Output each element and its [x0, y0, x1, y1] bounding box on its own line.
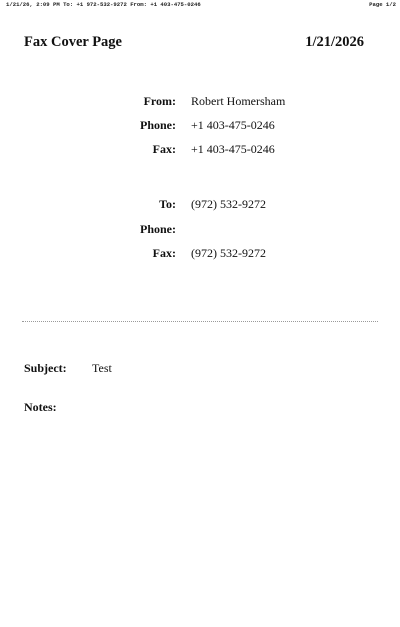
sender-fax-row	[0, 142, 400, 160]
fax-transmission-header	[6, 1, 396, 11]
fax-transmission-info: 1/21/26, 2:09 PM To: +1 972-532-9272 From: +1 403-475-0246	[6, 1, 201, 8]
section-divider	[22, 321, 378, 322]
sender-phone-row	[0, 118, 400, 136]
recipient-fax-value: (972) 532-9272	[191, 246, 266, 260]
to-label: To:	[159, 197, 176, 211]
sender-fax-label: Fax:	[152, 142, 176, 156]
sender-fax-value: +1 403-475-0246	[191, 142, 275, 156]
sender-from-row	[0, 94, 400, 112]
to-value: (972) 532-9272	[191, 197, 266, 211]
recipient-phone-row	[0, 222, 400, 240]
subject-value: Test	[92, 361, 112, 375]
recipient-fax-label: Fax:	[152, 246, 176, 260]
page-title: Fax Cover Page	[24, 34, 122, 50]
subject-label: Subject:	[24, 361, 67, 375]
from-label: From:	[143, 94, 176, 108]
cover-date: 1/21/2026	[305, 34, 364, 50]
sender-phone-value: +1 403-475-0246	[191, 118, 275, 132]
recipient-phone-label: Phone:	[140, 222, 176, 236]
recipient-to-row	[0, 197, 400, 215]
fax-page-number: Page 1/2	[369, 1, 396, 8]
sender-phone-label: Phone:	[140, 118, 176, 132]
from-value: Robert Homersham	[191, 94, 286, 108]
recipient-fax-row	[0, 246, 400, 264]
notes-label: Notes:	[24, 400, 57, 414]
